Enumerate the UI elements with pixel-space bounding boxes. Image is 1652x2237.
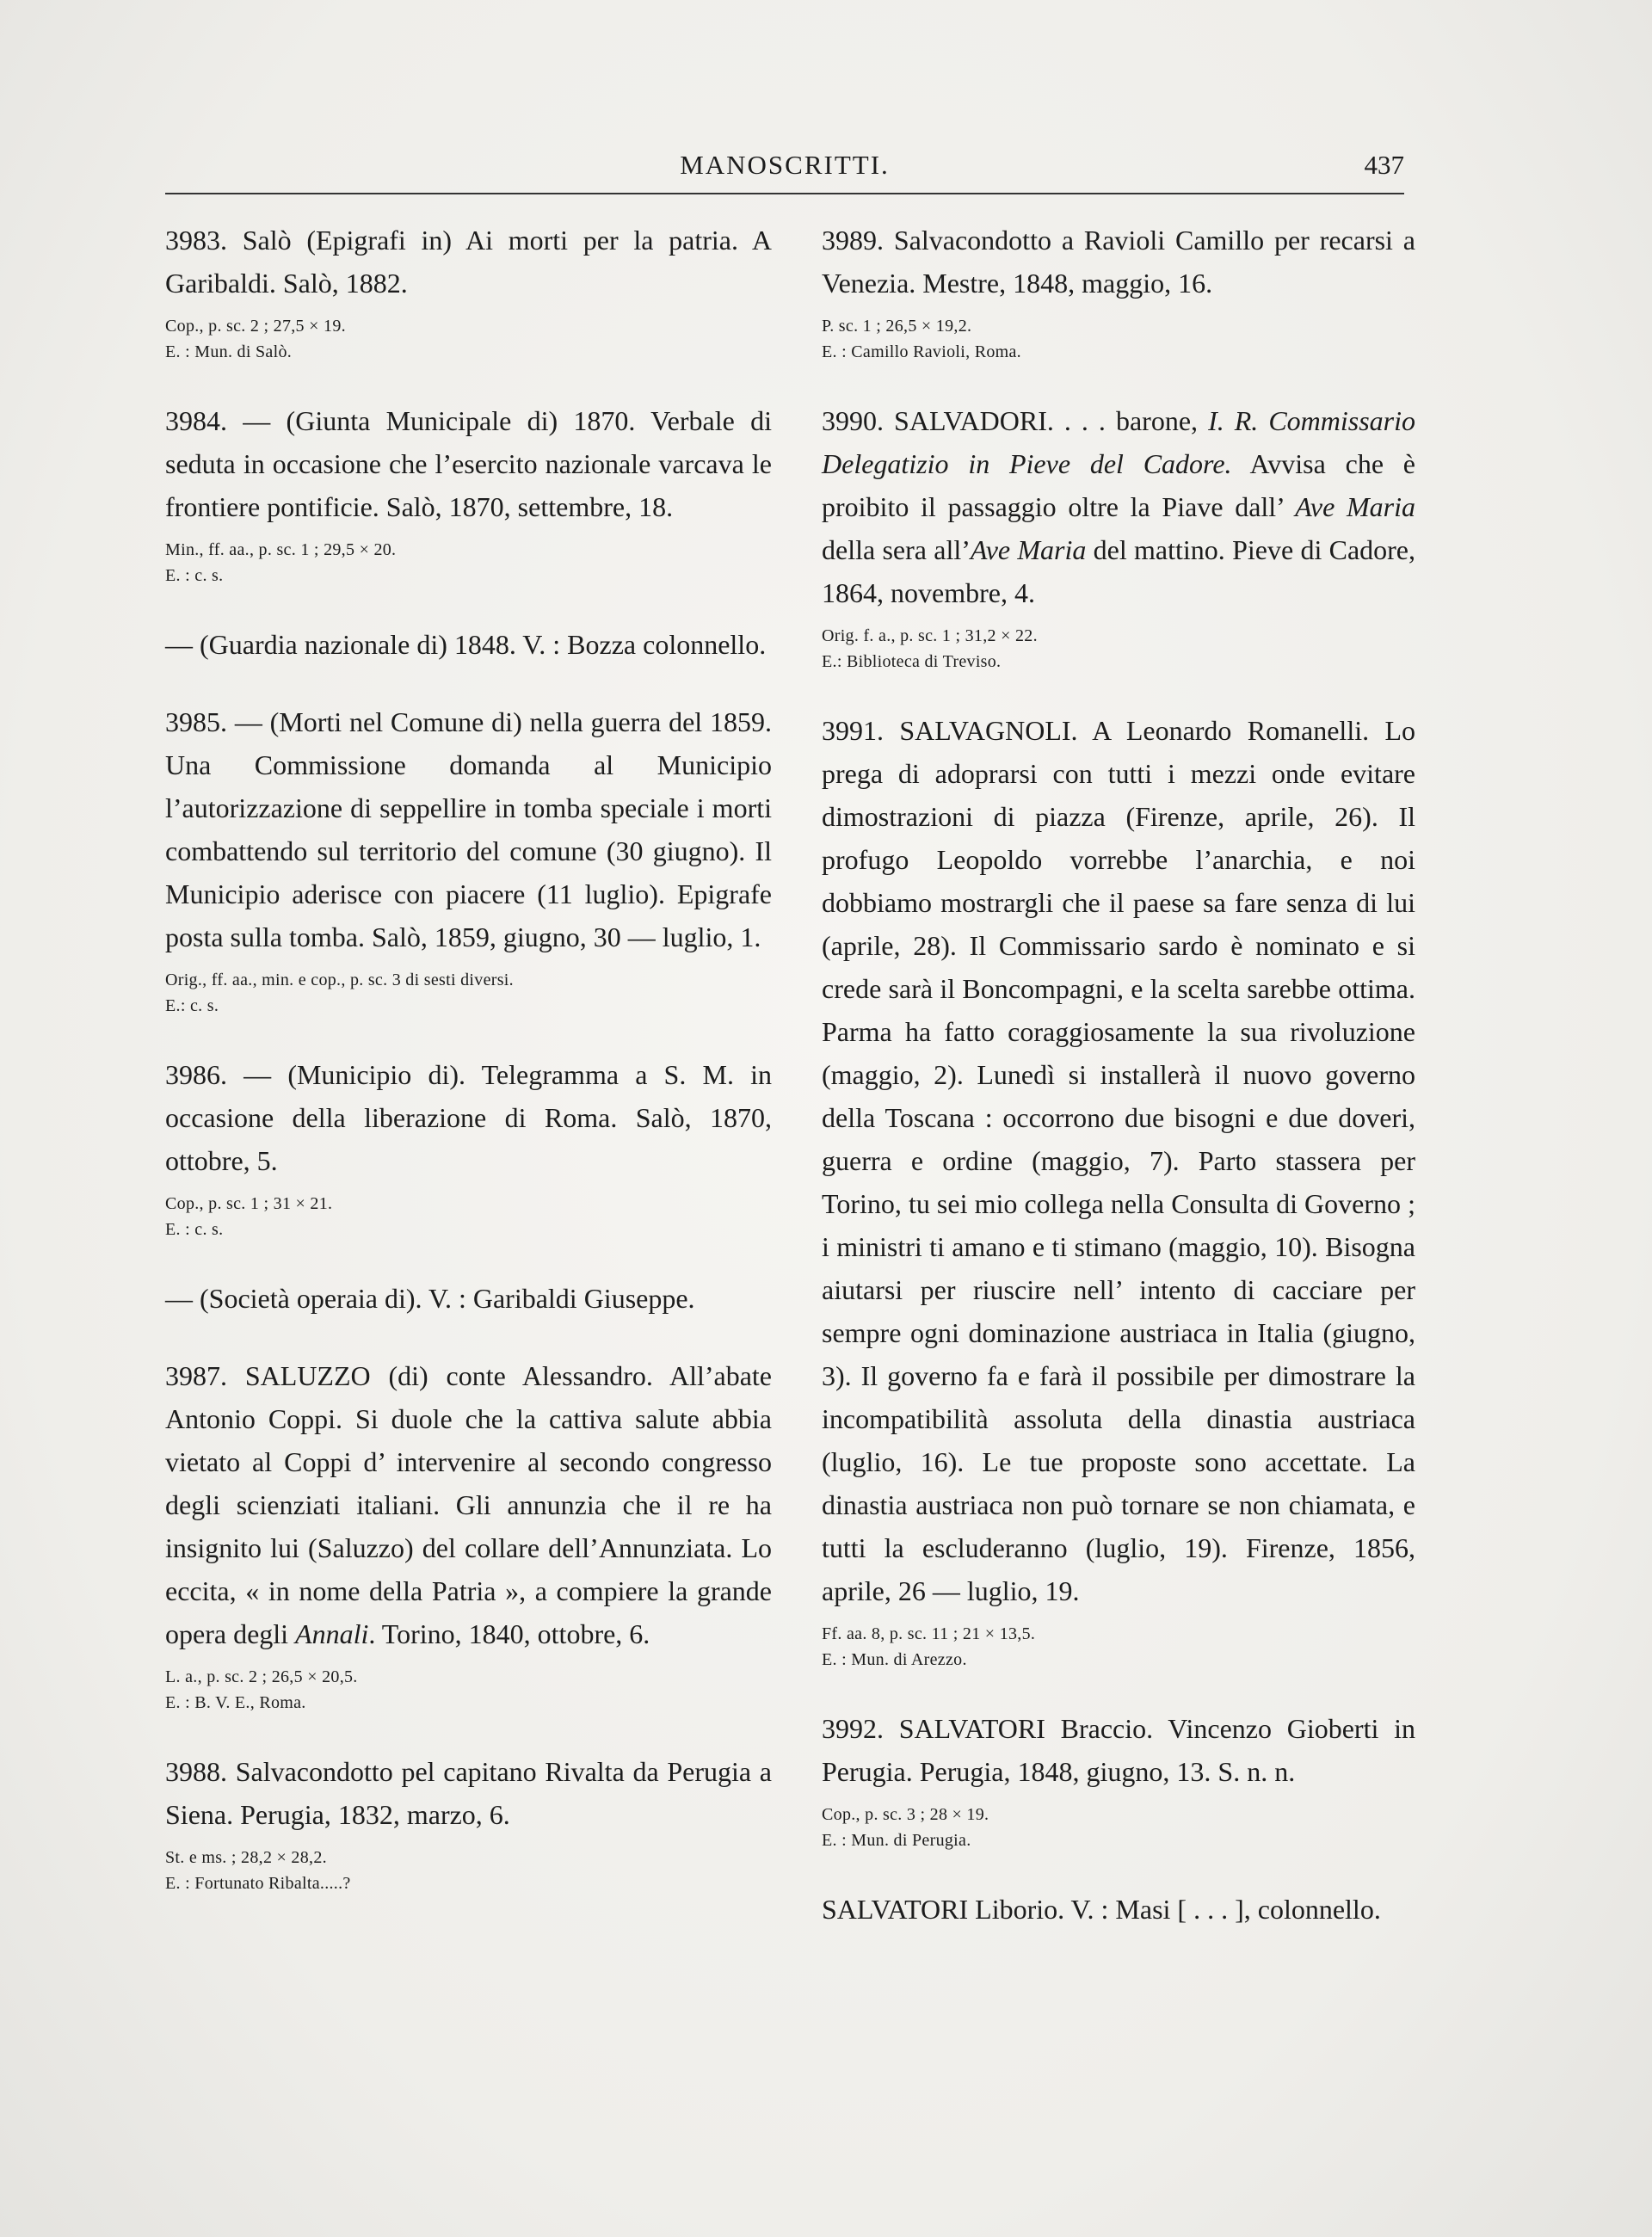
right-column <box>822 219 1415 1965</box>
entry-italic-phrase: Ave Maria <box>970 534 1087 565</box>
meta-owner: E. : B. V. E., Roma. <box>165 1693 306 1712</box>
entry-meta <box>165 967 772 1019</box>
cross-reference-societa: — (Società operaia di). V. : Garibaldi Giuseppe. <box>165 1283 695 1314</box>
entry-number: 3985. <box>165 706 227 737</box>
left-column <box>165 219 772 1931</box>
entry-text <box>165 219 772 305</box>
entry-text <box>822 219 1415 305</box>
entry-text <box>822 709 1415 1612</box>
entry-meta <box>822 1621 1415 1673</box>
entry-text <box>165 700 772 958</box>
entry-number: 3991. <box>822 715 884 746</box>
running-title: MANOSCRITTI. <box>680 150 890 180</box>
entry-body: SALVAGNOLI. A Leonardo Romanelli. Lo prega di adoprarsi con tutti i mezzi onde evitare dimostrazioni di piazza (Firenze, aprile, 26). Il profugo Leopoldo vorrebbe l’anarchia, e noi dobbiamo mostrargli che il paese sa fare senza di lui (aprile, 28). Il Commissario sardo è nominato e si crede sarà il Boncompagni, e la scelta sarebbe ottima. Parma ha fatto coraggiosamente la sua rivoluzione (maggio, 2). Lunedì si installerà il nuovo governo della Toscana : occorrono due bisogni e due doveri, guerra e ordine (maggio, 7). Parto stassera per Torino, tu sei mio collega nella Consulta di Governo ; i ministri ti amano e ti stimano (maggio, 10). Bisogna aiutarsi per riuscire nell’ intento di cacciare per sempre ogni dominazione austriaca in Italia (giugno, 3). Il governo fa e farà il possibile per dimostrare la incompatibilità assoluta della dinastia austriaca (luglio, 16). Le tue proposte sono accettate. La dinastia austriaca non può tornare se non chiamata, e tutti la escluderanno (luglio, 19). Firenze, 1856, aprile, 26 — luglio, 19. <box>822 715 1416 1606</box>
entry-body-part: della sera all’ <box>822 534 971 565</box>
cross-reference-salvatori-liborio: SALVATORI Liborio. V. : Masi [ . . . ], colonnello. <box>822 1894 1381 1925</box>
entry-text <box>165 1354 772 1655</box>
entry-meta <box>822 1802 1415 1853</box>
entry-3987 <box>165 1354 772 1716</box>
entry-body: Salvacondotto a Ravioli Camillo per recarsi a Venezia. Mestre, 1848, maggio, 16. <box>822 225 1416 299</box>
meta-owner: E. : Fortunato Ribalta.....? <box>165 1874 351 1893</box>
entry-body: — (Morti nel Comune di) nella guerra del 1859. Una Commissione domanda al Municipio l’autorizzazione di seppellire in tomba speciale i morti combattendo sul territorio del comune (30 giugno). Il Municipio aderisce con piacere (11 luglio). Epigrafe posta sulla tomba. Salò, 1859, giugno, 30 — luglio, 1. <box>165 706 773 952</box>
entry-number: 3990. <box>822 405 884 436</box>
entry-meta <box>165 1191 772 1242</box>
page-number: 437 <box>1364 150 1404 180</box>
entry-3984 <box>165 399 772 589</box>
meta-description: Orig. f. a., p. sc. 1 ; 31,2 × 22. <box>822 626 1038 645</box>
entry-number: 3987. <box>165 1360 227 1391</box>
meta-owner: E.: Biblioteca di Treviso. <box>822 652 1002 671</box>
running-head <box>165 145 1404 188</box>
entry-number: 3983. <box>165 225 227 256</box>
entry-3992 <box>822 1707 1415 1853</box>
meta-description: Ff. aa. 8, p. sc. 11 ; 21 × 13,5. <box>822 1624 1036 1643</box>
entry-text <box>822 1707 1415 1793</box>
entry-3985 <box>165 700 772 1019</box>
entry-italic-title: Annali <box>295 1618 369 1649</box>
entry-body-end: del mattino. Pieve di Cadore, 1864, novembre, 4. <box>822 534 1416 608</box>
entry-3983 <box>165 219 772 365</box>
entry-body-end: . Torino, 1840, ottobre, 6. <box>368 1618 650 1649</box>
entry-text <box>165 1750 772 1836</box>
entry-text <box>822 399 1415 614</box>
entry-number: 3986. <box>165 1059 227 1090</box>
entry-body: SALVADORI. . . . barone, <box>894 405 1209 436</box>
meta-description: Min., ff. aa., p. sc. 1 ; 29,5 × 20. <box>165 540 397 559</box>
header-rule <box>165 193 1404 194</box>
entry-text <box>165 1053 772 1182</box>
meta-owner: E. : c. s. <box>165 566 224 585</box>
entry-italic-phrase: Ave Maria <box>1295 491 1416 522</box>
meta-owner: E. : c. s. <box>165 1220 224 1239</box>
entry-number: 3989. <box>822 225 884 256</box>
entry-body-part: Avvisa che è proibito il passaggio oltre la Piave dall’ <box>822 448 1416 522</box>
entry-meta <box>165 537 772 589</box>
entry-body: — (Municipio di). Telegramma a S. M. in occasione della liberazione di Roma. Salò, 1870, ottobre, 5. <box>165 1059 772 1176</box>
entry-3991 <box>822 709 1415 1673</box>
meta-description: Cop., p. sc. 3 ; 28 × 19. <box>822 1805 989 1824</box>
entry-body: Salò (Epigrafi in) Ai morti per la patria. A Garibaldi. Salò, 1882. <box>165 225 773 299</box>
entry-body: SALUZZO (di) conte Alessandro. All’abate Antonio Coppi. Si duole che la cattiva salute abbia vietato al Coppi d’ intervenire al secondo congresso degli scienziati italiani. Gli annunzia che il re ha insignito lui (Saluzzo) del collare dell’Annunziata. Lo eccita, « in nome della Patria », a compiere la grande opera degli <box>165 1360 773 1649</box>
meta-owner: E.: c. s. <box>165 996 219 1015</box>
entry-body: Salvacondotto pel capitano Rivalta da Perugia a Siena. Perugia, 1832, marzo, 6. <box>165 1756 773 1830</box>
entry-3989 <box>822 219 1415 365</box>
entry-3990 <box>822 399 1415 675</box>
meta-owner: E. : Camillo Ravioli, Roma. <box>822 342 1021 361</box>
entry-body: — (Giunta Municipale di) 1870. Verbale di seduta in occasione che l’esercito nazionale varcava le frontiere pontificie. Salò, 1870, settembre, 18. <box>165 405 773 522</box>
entry-number: 3988. <box>165 1756 227 1787</box>
entry-number: 3992. <box>822 1713 884 1744</box>
entry-number: 3984. <box>165 405 227 436</box>
meta-owner: E. : Mun. di Arezzo. <box>822 1650 967 1669</box>
entry-3988 <box>165 1750 772 1896</box>
entry-3986 <box>165 1053 772 1242</box>
entry-meta <box>165 1664 772 1716</box>
meta-owner: E. : Mun. di Perugia. <box>822 1831 971 1850</box>
entry-meta <box>822 623 1415 675</box>
meta-description: St. e ms. ; 28,2 × 28,2. <box>165 1848 327 1867</box>
meta-description: Cop., p. sc. 2 ; 27,5 × 19. <box>165 317 346 336</box>
meta-owner: E. : Mun. di Salò. <box>165 342 293 361</box>
meta-description: Cop., p. sc. 1 ; 31 × 21. <box>165 1194 333 1213</box>
meta-description: P. sc. 1 ; 26,5 × 19,2. <box>822 317 972 336</box>
entry-meta <box>822 313 1415 365</box>
meta-description: L. a., p. sc. 2 ; 26,5 × 20,5. <box>165 1667 358 1686</box>
entry-meta <box>165 1845 772 1896</box>
entry-body: SALVATORI Braccio. Vincenzo Gioberti in Perugia. Perugia, 1848, giugno, 13. S. n. n. <box>822 1713 1416 1787</box>
cross-reference-guardia: — (Guardia nazionale di) 1848. V. : Bozza colonnello. <box>165 629 767 660</box>
entry-italic-title: I. R. Commissario Delegatizio in Pieve del Cadore. <box>822 405 1416 479</box>
entry-text <box>165 399 772 528</box>
meta-description: Orig., ff. aa., min. e cop., p. sc. 3 di sesti diversi. <box>165 971 514 989</box>
entry-meta <box>165 313 772 365</box>
